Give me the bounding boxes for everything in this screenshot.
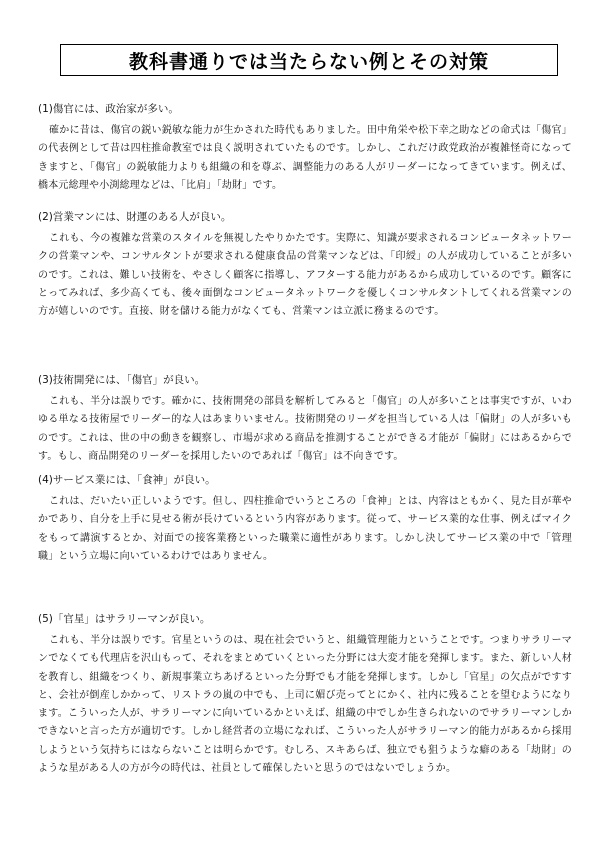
section-heading: (1)傷官には、政治家が多い。 — [38, 103, 179, 115]
section-body: これも、半分は誤りです。官星というのは、現在社会でいうと、組織管理能力ということです。つまりサラリーマンでなくても代理店を沢山もって、それをまとめていくといった分野には大変才能を発揮します。また、新しい人材を教育し、組織をつくり、新規事業立ちあげるといった分野でも才能を発揮します。しかし「官星」の欠点がですすと、会社が倒産しかかって、リストラの嵐の中でも、上司に媚び売ってとにかく、社内に残ることを望むようになります。こういった人が、サラリーマンに向いているかといえば、組織の中でしか生きられないのでサラリーマンしかできないと言った方が適切です。しかし経営者の立場になれば、こういった人がサラリーマン的能力があるから採用しようという気持ちにはならないことは明らかです。むしろ、スキあらば、独立でも狙うような癖のある「劫財」のような星がある人の方が今の時代は、社員として確保したいと思うのではないでしょうか。 — [38, 635, 572, 775]
section-heading: (2)営業マンには、財運のある人が良い。 — [38, 211, 232, 223]
section-2 — [38, 210, 572, 321]
section-4 — [38, 473, 572, 566]
section-body: これも、半分は誤りです。確かに、技術開発の部員を解析してみると「傷官」の人が多いことは事実ですが、いわゆる単なる技術屋でリーダー的な人はあまりいません。技術開発のリーダを担当している人は「偏財」の人が多いものです。これは、世の中の動きを観察し、市場が求める商品を推測することができる才能が「偏財」にはあるからです。もし、商品開発のリーダーを採用したいのであれば「傷官」は不向きです。 — [38, 396, 572, 462]
title-box — [60, 44, 558, 76]
section-5 — [38, 612, 572, 778]
section-3 — [38, 373, 572, 466]
section-body: 確かに昔は、傷官の鋭い鋭敏な能力が生かされた時代もありました。田中角栄や松下幸之助などの命式は「傷官」の代表例として昔は四柱推命教室では良く説明されていたものです。しかし、これだけ政党政治が複雑怪奇になってきますと、「傷官」の鋭敏能力よりも組織の和を尊ぶ、調整能力のある人がリーダーになってきています。例えば、橋本元総理や小渕総理などは、「比肩」「劫財」です。 — [38, 125, 572, 191]
section-body: これも、今の複雑な営業のスタイルを無視したやりかたです。実際に、知識が要求されるコンピュータネットワークの営業マンや、コンサルタントが要求される健康食品の営業マンなどは、「印綬」の人が成功していることが多いのです。これは、難しい技術を、やさしく顧客に指導し、アフターする能力があるから成功しているのです。顧客にとってみれば、多少高くても、後々面倒なコンピュータネットワークを優しくコンサルタントしてくれる営業マンの方が嬉しいのです。直接、財を儲ける能力がなくても、営業マンは立派に務まるのです。 — [38, 233, 572, 318]
section-1 — [38, 102, 572, 195]
section-heading: (5)「官星」はサラリーマンが良い。 — [38, 613, 211, 625]
section-heading: (4)サービス業には、「食神」が良い。 — [38, 474, 216, 486]
section-heading: (3)技術開発には、「傷官」が良い。 — [38, 374, 206, 386]
section-body: これは、だいたい正しいようです。但し、四柱推命でいうところの「食神」とは、内容はともかく、見た目が華やかであり、自分を上手に見せる術が長けているという内容があります。従って、サービス業的な仕事、例えばマイクをもって講演するとか、対面での接客業務といった職業に適性があります。しかし決してサービス業の中で「管理職」という立場に向いているわけではありません。 — [38, 496, 572, 562]
page-title: 教科書通りでは当たらない例とその対策 — [128, 50, 489, 73]
